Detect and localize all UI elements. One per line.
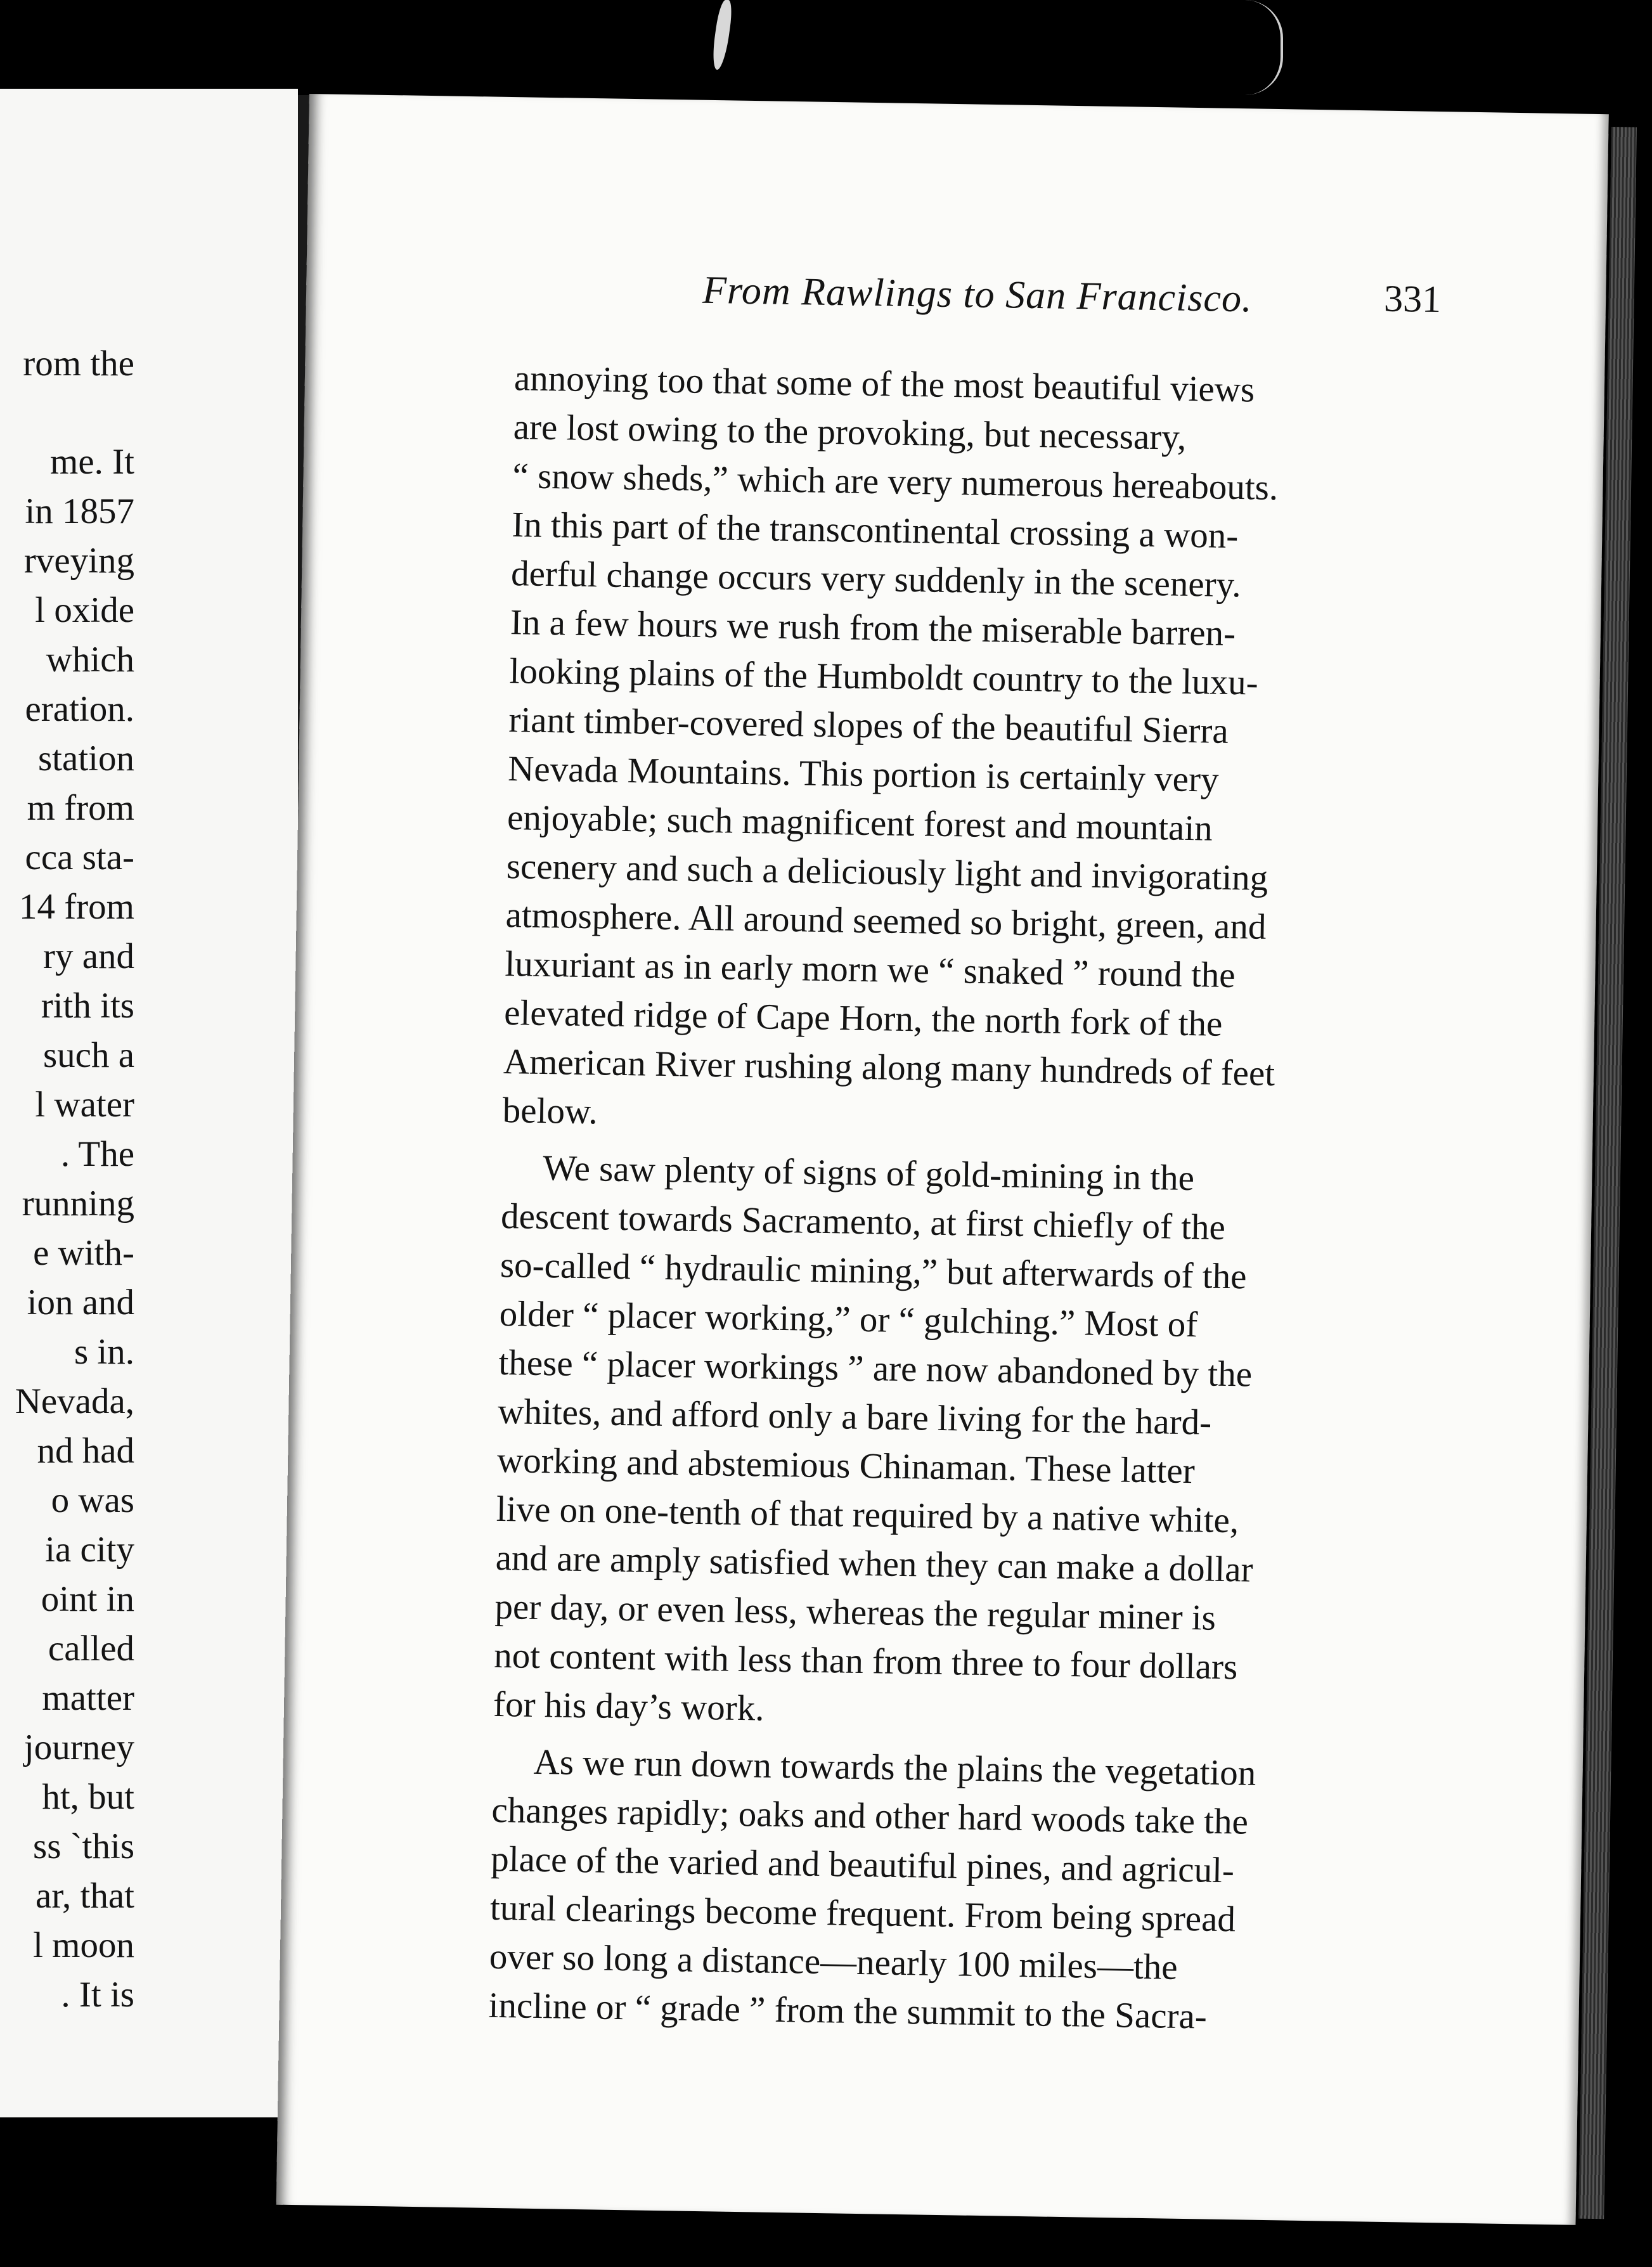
- left-page-line: nd had: [37, 1431, 134, 1471]
- text-line: In this part of the transcontinental crossing a won-: [511, 505, 1239, 557]
- text-line: changes rapidly; oaks and other hard woods take the: [491, 1790, 1249, 1842]
- text-line: below.: [502, 1090, 598, 1132]
- left-page-line: me. It: [50, 442, 134, 482]
- text-line: Nevada Mountains. This portion is certainly very: [507, 749, 1219, 800]
- text-line: descent towards Sacramento, at first chiefly of the: [500, 1196, 1226, 1248]
- left-page-line: rveying: [23, 541, 134, 581]
- text-line: per day, or even less, whereas the regular miner is: [494, 1586, 1216, 1638]
- running-head: From Rawlings to San Francisco.: [702, 268, 1253, 321]
- text-line: luxuriant as in early morn we “ snaked ” round the: [504, 944, 1236, 996]
- text-line: whites, and afford only a bare living for the hard-: [497, 1391, 1212, 1443]
- left-page-line: m from: [27, 788, 134, 828]
- text-line: and are amply satisfied when they can make a dollar: [495, 1537, 1254, 1590]
- text-line: We saw plenty of signs of gold-mining in the: [542, 1148, 1195, 1199]
- left-page-line: e with-: [33, 1233, 134, 1273]
- margin-mark: [710, 0, 733, 70]
- left-page-line: s in.: [74, 1332, 134, 1372]
- left-page-line: such a: [42, 1035, 134, 1075]
- text-line: tural clearings become frequent. From being spread: [489, 1887, 1236, 1940]
- left-page-line: ar, that: [35, 1876, 134, 1916]
- left-page-line: ion and: [27, 1282, 134, 1322]
- text-line: riant timber-covered slopes of the beautiful Sierra: [508, 700, 1229, 751]
- left-page-line: oint in: [41, 1579, 134, 1619]
- text-line: “ snow sheds,” which are very numerous hereabouts.: [512, 456, 1279, 508]
- text-line: enjoyable; such magnificent forest and mountain: [507, 798, 1213, 849]
- text-line: live on one-tenth of that required by a native white,: [496, 1489, 1239, 1541]
- text-line: for his day’s work.: [493, 1684, 765, 1729]
- left-page-line: l moon: [33, 1925, 134, 1965]
- left-page-line: running: [22, 1184, 134, 1224]
- text-line: not content with less than from three to four dollars: [493, 1635, 1238, 1688]
- right-page: [276, 94, 1609, 2225]
- text-line: so-called “ hydraulic mining,” but afterwards of the: [500, 1244, 1247, 1297]
- left-page-line: which: [46, 640, 134, 680]
- left-page-line: ht, but: [42, 1777, 134, 1817]
- left-page-line: l oxide: [35, 590, 134, 630]
- left-page-line: . It is: [61, 1975, 134, 2015]
- text-line: these “ placer workings ” are now abandoned by the: [498, 1342, 1253, 1395]
- left-page-line: in 1857: [25, 491, 134, 531]
- text-line: looking plains of the Humboldt country to the luxu-: [509, 651, 1259, 703]
- left-page-line: station: [38, 739, 134, 778]
- left-page-line: ss `this: [33, 1826, 134, 1866]
- left-page-line: 14 from: [18, 887, 134, 927]
- left-page: [0, 89, 298, 2117]
- left-page-line: o was: [51, 1480, 134, 1520]
- text-line: place of the varied and beautiful pines, and agricul-: [490, 1838, 1235, 1891]
- text-line: American River rushing along many hundreds of feet: [503, 1041, 1275, 1094]
- page-number: 331: [1383, 277, 1442, 321]
- text-line: atmosphere. All around seemed so bright, green, and: [505, 895, 1267, 947]
- left-page-line: called: [48, 1629, 134, 1669]
- left-page-line: ia city: [45, 1530, 134, 1570]
- left-page-line: Nevada,: [15, 1381, 134, 1421]
- text-line: older “ placer working,” or “ gulching.” Most of: [499, 1293, 1198, 1345]
- margin-mark: [1230, 0, 1283, 95]
- text-line: over so long a distance—nearly 100 miles—the: [489, 1936, 1178, 1987]
- text-line: working and abstemious Chinaman. These latter: [496, 1440, 1196, 1492]
- left-page-line: . The: [60, 1134, 134, 1174]
- left-page-line: l water: [35, 1085, 134, 1125]
- left-page-line: journey: [23, 1728, 134, 1767]
- text-line: In a few hours we rush from the miserable barren-: [510, 602, 1236, 654]
- text-line: incline or “ grade ” from the summit to the Sacra-: [488, 1985, 1208, 2037]
- text-line: annoying too that some of the most beautiful views: [513, 358, 1255, 410]
- text-line: scenery and such a deliciously light and invigorating: [506, 846, 1268, 898]
- left-page-line: cca sta-: [25, 837, 134, 877]
- left-page-line: matter: [42, 1678, 134, 1718]
- left-page-line: rith its: [41, 986, 134, 1026]
- left-page-line: rom the: [23, 344, 134, 384]
- left-page-line: eration.: [25, 689, 134, 729]
- left-page-line: ry and: [42, 936, 134, 976]
- text-line: elevated ridge of Cape Horn, the north fork of the: [503, 993, 1223, 1044]
- text-line: derful change occurs very suddenly in the scenery.: [510, 553, 1242, 605]
- text-line: As we run down towards the plains the vegetation: [533, 1741, 1256, 1793]
- text-line: are lost owing to the provoking, but necessary,: [513, 407, 1187, 458]
